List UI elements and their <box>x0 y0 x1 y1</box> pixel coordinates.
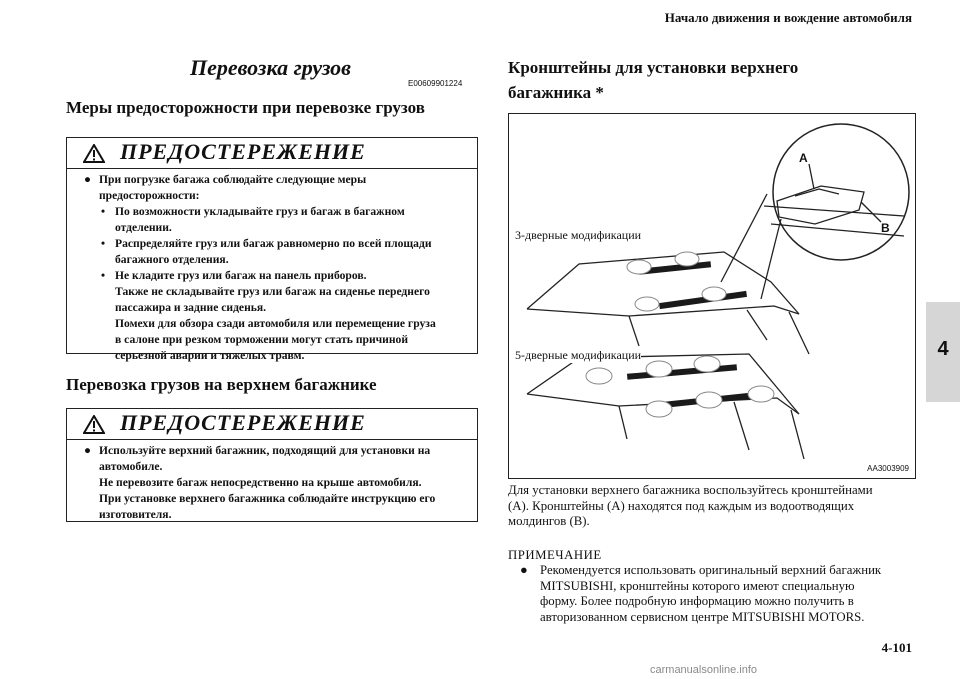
roof-rack-illustration <box>508 113 916 479</box>
body-line: молдингов (B). <box>508 514 590 528</box>
warning-line: в салоне при резком торможении могут стать причиной <box>115 333 409 346</box>
sub-bullet-icon: • <box>101 205 106 218</box>
callout-a: A <box>799 151 808 165</box>
section-heading-brackets: Кронштейны для установки верхнего багажника * <box>508 58 799 102</box>
warning-line: Не перевозите багаж непосредственно на крыше автомобиля. <box>99 476 422 489</box>
bullet-icon: ● <box>520 563 528 577</box>
warning-line: Помехи для обзора сзади автомобиля или перемещение груза <box>115 317 436 330</box>
roof-illustration-drawing <box>509 114 915 478</box>
warning-line: отделении. <box>115 221 172 234</box>
warning-sub-item <box>77 268 469 364</box>
warning-line: По возможности укладывайте груз и багаж в багажном <box>115 205 405 218</box>
zoom-circle <box>773 124 909 260</box>
note-body <box>520 563 912 625</box>
bullet-icon: ● <box>84 173 92 186</box>
warning-sub-item <box>77 236 469 268</box>
warning-sub-item <box>77 204 469 236</box>
warning-line: При погрузке багажа соблюдайте следующие меры <box>99 173 367 186</box>
label-3door: 3-дверные модификации <box>515 228 642 242</box>
warning-title: ПРЕДОСТЕРЕЖЕНИЕ <box>120 410 366 435</box>
warning-line: серьезной аварии и тяжелых травм. <box>115 349 305 362</box>
page-number: 4-101 <box>881 640 912 655</box>
note-heading: ПРИМЕЧАНИЕ <box>508 548 602 562</box>
sub-bullet-icon: • <box>101 269 106 282</box>
warning-line: изготовителя. <box>99 508 172 521</box>
callout-b: B <box>881 221 890 235</box>
warning-body <box>77 443 469 523</box>
note-line: форму. Более подробную информацию можно получить в <box>540 594 854 608</box>
warning-line: пассажира и задние сиденья. <box>115 301 267 314</box>
body-line: Для установки верхнего багажника воспользуйтесь кронштейнами <box>508 483 873 497</box>
label-5door: 5-дверные модификации <box>515 348 642 362</box>
warning-line: автомобиле. <box>99 460 163 473</box>
warning-title: ПРЕДОСТЕРЕЖЕНИЕ <box>120 139 366 164</box>
note-line: MITSUBISHI, кронштейны которого имеют специальную <box>540 578 855 593</box>
warning-line: Также не складывайте груз или багаж на сиденье переднего <box>115 285 430 298</box>
warning-header <box>67 409 477 440</box>
warning-bullet-item <box>77 443 469 523</box>
warning-box-2 <box>66 408 478 522</box>
warning-body <box>77 172 469 364</box>
note-line: авторизованном сервисном центре MITSUBISHI MOTORS. <box>540 609 865 624</box>
sub-bullet-icon: • <box>101 237 106 250</box>
warning-triangle-icon <box>83 415 105 434</box>
chapter-tab-number: 4 <box>937 338 949 360</box>
chapter-tab <box>926 302 960 402</box>
section-heading-roof-cargo: Перевозка грузов на верхнем багажнике <box>66 375 377 394</box>
warning-line: Распределяйте груз или багаж равномерно по всей площади <box>115 237 432 250</box>
warning-header <box>67 138 477 169</box>
figure-code: AA3003909 <box>867 464 909 473</box>
section-heading-precautions: Меры предосторожности при перевозке грузов <box>66 98 425 117</box>
bullet-icon: ● <box>84 444 92 457</box>
warning-line: Не кладите груз или багаж на панель приборов. <box>115 269 367 282</box>
document-code: E00609901224 <box>408 79 463 88</box>
page-title: Перевозка грузов <box>190 55 352 80</box>
body-line: (A). Кронштейны (A) находятся под каждым из водоотводящих <box>508 498 855 513</box>
note-line: Рекомендуется использовать оригинальный верхний багажник <box>540 563 882 577</box>
running-head: Начало движения и вождение автомобиля <box>664 10 912 25</box>
warning-line: предосторожности: <box>99 189 200 202</box>
warning-box-1 <box>66 137 478 362</box>
watermark: carmanualsonline.info <box>650 664 758 676</box>
warning-line: При установке верхнего багажника соблюдайте инструкцию его <box>99 492 436 505</box>
body-paragraph <box>508 483 916 530</box>
warning-line: багажного отделения. <box>115 253 229 266</box>
warning-line: Используйте верхний багажник, подходящий для установки на <box>99 444 431 457</box>
warning-bullet-item <box>77 172 469 204</box>
note-item <box>520 563 912 625</box>
warning-triangle-icon <box>83 144 105 163</box>
